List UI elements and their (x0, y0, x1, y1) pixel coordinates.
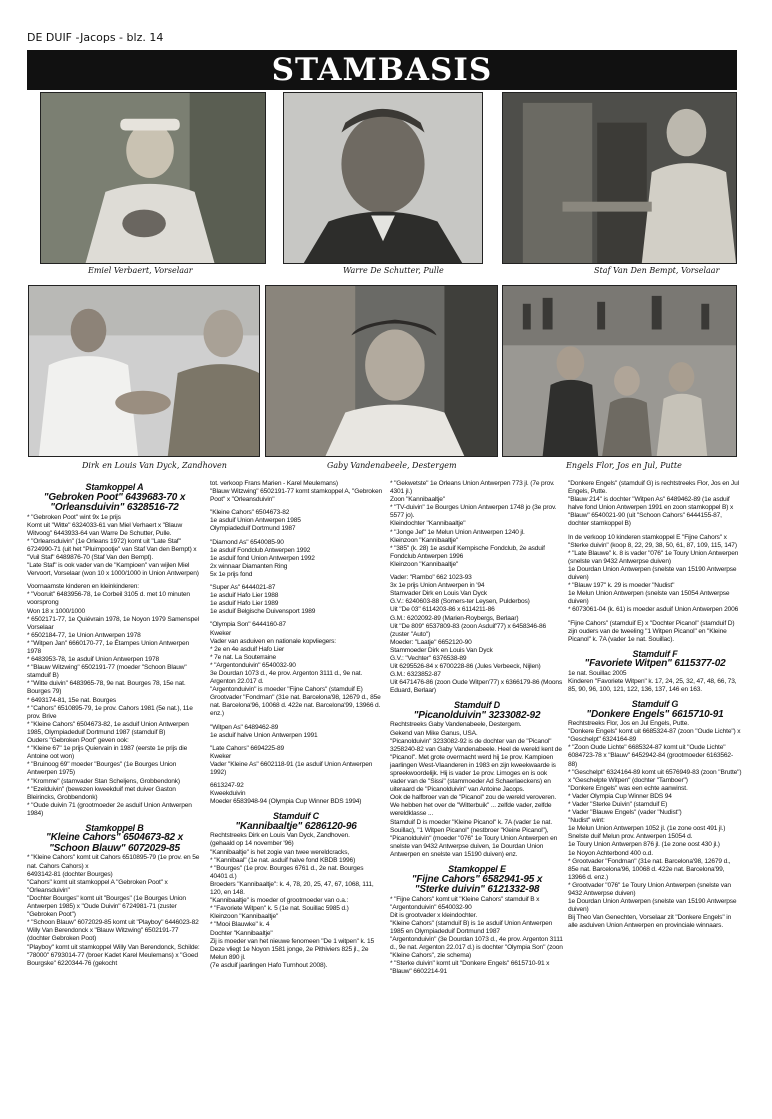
photo-emiel-verbaert (40, 92, 266, 264)
photo-staf-van-den-bempt (502, 92, 737, 264)
section-title: "Kannibaaltje" 6286120-96 (235, 820, 357, 832)
page-header: DE DUIF -Jacops - blz. 14 (27, 31, 164, 44)
paragraph: Rechtstreeks Dirk en Louis Van Dyck, Zandhoven. (gehaald op 14 november '96) "Kannibaaltje" is het zogie van twee wereldcracks, * "Kannibaal" (1e nat. asduif halve fond KBDB 1996) * "Bourges" (1e prov. Bourges 6761 d., 2e nat. Bourges 40401 d.) Broeders "Kannibaaltje": k. 4, 78, 20, 25, 47, 67, 1068, 111, 120, en 148. "Kannibaaltje" is moeder of grootmoeder van o.a.: * "Favoriete Witpen" k. 5 (1e nat. Souillac 5985 d.) Kleinzoon "Kannibaaltje" * "Mooi Blauwke" k. 4 Dochter "Kannibaaltje" Zij is moeder van het nieuwe fenomeen "De 1 witpen" k. 15 Deze vliegt 1e Noyon 1581 jonge, 2e Pithiviers 825 jl., 2e Melun 890 jl. (7e asduif jaarlingen Hafo Turnhout 2008). (210, 832, 374, 969)
paragraph: Rechtstreeks Gaby Vandenabeele, Destergem. Gekend van Mike Ganus, USA. "Picanolduivin" 3233082-92 is de dochter van de "Picanol" 3258240-82 van Gaby Vandenabeele. Heel de wereld kent de "Picanol". Met grote overmacht werd hij 1e prov. Kampioen jaarlingen West-Vlaanderen in 1983 en zijn kweekwaarde is spreekwoordelijk. Hij is vader 1e prov. Limoges en is ook vader van de "Sissi" (stammoeder Ad Schaerlaeckens) en uiteraard de "Picanolduivin" van Antoine Jacops. Ook de halfbroer van de "Picanol" zou de wereld veroveren. We hebben het over de "Witterbuik" ... zelfde vader, zelfde wereldklasse ... Stamduif D is moeder "Kleine Picanol" k. 7A (vader 1e nat. Souillac), "1 Witpen Picanol" (nestbroer "Kleine Picanol"), "Picanolduivin" (moeder "076" 1e Toury Union Antwerpen en snelste van 9432 Antwerpse duiven, 1e Dourdan Union Antwerpen en snelste van 15190 duiven) enz. (390, 721, 562, 858)
paragraph: Voornaamste kinderen en kleinkinderen: * "Vooruit" 6483956-78, 1e Corbeil 3105 d. met 10 minuten voorsprong Won 18 x 1000/1000 * 6502171-77, 1e Quiévrain 1978, 1e Noyon 1979 Samenspel Vorselaar * 6502184-77, 1e Union Antwerpen 1978 * "Witpen Jan" 6660170-77, 1e Étampes Union Antwerpen 1978 * 6483953-78, 1e asduif Union Antwerpen 1978 * "Blauw Witzwing" 6502191-77 (moeder "Schoon Blauw" stamduif B) * "Witte duivin" 6483965-78, 9e nat. Bourges 78, 15e nat. Bourges 79) * 6493174-81, 15e nat. Bourges * "Cahors" 6510895-79, 1e prov. Cahors 1981 (5e nat.), 11e prov. Brive * "Kleine Cahors" 6504673-82, 1e asduif Union Antwerpen 1985, Olympiadeduif Dortmund 1987 (stamduif B) Ouders "Gebroken Poot" geven ook: * "Kleine 67" 1e prijs Quiervain in 1987 (eerste 1e prijs die Antoine oot won) * "Bruinoog 69" moeder "Bourges" (1e Bourges Union Antwerpen 1975) * "Kromme" (stamvader Stan Scheljens, Grobbendonk) * "Ezelduivin" (bewezen kweekduif met duiver Gaston Bleirincks, Grobbendonk) * "Oude duivin 71 (grootmoeder 2e asduif Union Antwerpen 1984) (27, 583, 199, 817)
paragraph: * "Gekwetste" 1e Orleans Union Antwerpen 773 jl. (7e prov. 4301 jl.) Zoon "Kannibaaltje" * "TV-duivin" 1e Bourges Union Antwerpen 1748 jo (3e prov. 5577 jo). Kleindochter "Kannibaaltje" * "Jonge Jef" 1e Melun Union Antwerpen 1240 jl. Kleinzoon "Kannibaaltje" * "385" (k. 28) 1e asduif Kempische Fondclub, 2e asduif Fondclub Antwerpen 1996 Kleinzoon "Kannibaaltje" (390, 480, 557, 568)
photo-warre-de-schutter (283, 92, 483, 264)
caption-engels: Engels Flor, Jos en Jul, Putte (566, 461, 682, 470)
caption-gaby-vandenabeele: Gaby Vandenabeele, Destergem (327, 461, 457, 470)
photo-engels (502, 285, 737, 457)
paragraph: "Super As" 6444021-87 1e asduif Hafo Lier 1988 1e asduif Hafo Lier 1989 1e asduif Belgische Duivensport 1989 (210, 584, 316, 616)
section-title: "Picanolduivin" 3233082-92 (413, 709, 541, 721)
text-column-2 (210, 480, 382, 975)
paragraph: tot. verkoop Frans Marien - Karel Meulemans) "Blauw Witzwing" 6502191-77 komt stamkoppel A, "Gebroken Poot" x "Orleansduivin" (210, 480, 382, 504)
section-title: "Sterke duivin" 6121332-98 (414, 884, 540, 896)
section-heading: Stamduif C (272, 811, 319, 822)
paragraph: "Olympia Son" 6444160-87 Kweker Vader van asduiven en nationale kopvliegers: * 2e en 4e asduif Hafo Lier * 7e nat. La Souterraine * "Argentonduivin" 6540032-90 3e Dourdan 1073 d., 4e prov. Argenton 3111 d., 9e nat. Argenton 22.017 d. "Argentonduivin" is moeder "Fijne Cahors" (stamduif E) Grootvader "Fondman" (31e nat. Barcelona'98, 12679 d., 85e nat. Barcelona'96, 10068 d. 422e nat. Barcelona'99, 13966 d. enz.) (210, 621, 381, 718)
photo-gaby-vandenabeele (265, 285, 498, 457)
section-title: "Kleine Cahors" 6504673-82 x (45, 832, 184, 844)
section-heading: Stamkoppel A (85, 482, 144, 492)
section-title: "Schoon Blauw" 6072029-85 (49, 842, 180, 854)
section-heading: Stamkoppel B (85, 822, 144, 833)
section-heading: Stamkoppel E (448, 864, 506, 875)
paragraph: "Donkere Engels" (stamduif G) is rechtstreeks Flor, Jos en Jul Engels, Putte. "Blauw 214" is dochter "Witpen As" 6489462-89 (1e asduif halve fond Union Antwerpen 1991 en zoon stamkoppel B) x "Blauw" 6540021-90 (uit "Schoon Cahors" 6444155-87, dochter stamkoppel B) (568, 480, 739, 528)
caption-van-dyck: Dirk en Louis Van Dyck, Zandhoven (82, 461, 227, 470)
caption-emiel-verbaert: Emiel Verbaert, Vorselaar (88, 266, 193, 275)
paragraph: * "Fijne Cahors" komt uit "Kleine Cahors" stamduif B x "Argentonduivin" 6540032-90 Dit is grootvader x kleindochter. "Kleine Cahors" (stamduif B) is 1e asduif Union Antwerpen 1985 en Olympiadeduif Dortmund 1987 "Argentonduivin" (3e Dourdan 1073 d., 4e prov. Argenton 3111 d., 9e nat. Argenton 22.017 d.) is dochter "Olympia Son" (zoon "Kleine Cahors", zie schema) * "Sterke duivin" komt uit "Donkere Engels" 6615710-91 x "Blauw" 6602214-91 (390, 895, 563, 976)
section-stamduif-g (568, 699, 742, 720)
paragraph: * "Kleine Cahors" komt uit Cahors 6510895-79 (1e prov. en 5e nat. Cahors Cahors) x 6493142-81 (dochter Bourges) "Cahors" komt uit stamkoppel A "Gebroken Poot" x "Orleansduivin" "Dochter Bourges" komt uit "Bourges" (1e Bourges Union Antwerpen 1985) x "Oude Duivin" 6724981-71 (zuster "Gebroken Poot") * "Schoon Blauw" 6072029-85 komt uit "Playboy" 6446023-82 Willy Van Berendonck x "Blauw Witzwing" 6502191-77 (dochter Gebroken Poot) "Playboy" komt uit stamkoppel Willy Van Berendonck, Schilde: "78000" 6793014-77 (broer Kadet Karel Meulemans) x "Goed Bourgske" 6220344-76 (gekocht (27, 854, 200, 967)
text-column-4 (568, 480, 742, 936)
paragraph: "Fijne Cahors" (stamduif E) x "Dochter Picanol" (stamduif D) zijn ouders van de tweeling "1 Witpen Picanol" en "Kleine Picanol" k. 7A (vader 1e nat. Souillac). (568, 619, 735, 643)
paragraph: In de verkoop 10 kinderen stamkoppel E "Fijne Cahors" x "Sterke duivin" (koop 8, 22, 29, 38, 50, 61, 87, 109, 115, 147) * "Late Blauwe" k. 8 is vader "076" 1e Toury Union Antwerpen (snelste van 9432 Antwerpse duiven) 1e Dourdan Union Antwerpen (snelste van 15190 Antwerpse duiven) * "Blauw 197" k. 29 is moeder "Nudist" 1e Melun Union Antwerpen (snelste van 15054 Antwerpse duiven) * 6073061-04 (k. 61) is moeder asduif Union Antwerpen 2006 (568, 533, 739, 614)
section-title: "Gebroken Poot" 6439683-70 x (43, 491, 186, 503)
paragraph: Vader: "Rambo" 662 1023-93 3x 1e prijs Union Antwerpen in '94 Stamvader Dirk en Louis Van Dyck G.V.: 6240603-88 (Somers-ter Leysen, Pulderbos) Uit "De 03" 6114203-86 x 6114211-86 G.M.: 6202092-89 (Marien-Roybergs, Berlaar) Uit "De 809" 6537809-83 (zoon Asduif'77) x 6458346-86 (zuster "Auto") Moeder: "Laatje" 6652120-90 Stammoeder Dirk en Louis Van Dyck G.V.: "Vechter" 6376538-89 Uit 6295526-84 x 6700228-86 (Jules Verbeeck, Nijlen) G.M.: 6323852-87 Uit 6471476-86 (zoon Oude Witpen'77) x 6366179-86 (Moons Eduard, Berlaar) (390, 574, 563, 695)
section-stamduif-f (568, 649, 742, 670)
section-stamkoppel-a (27, 482, 202, 514)
section-heading: Stamduif D (453, 700, 500, 711)
section-stamduif-d (390, 700, 564, 721)
paragraph: 1e nat. Souillac 2005 Kinderen "Favoriete Witpen" k. 17, 24, 25, 32, 47, 48, 66, 73, 85, 90, 96, 100, 121, 122, 136, 137, 146 en 163. (568, 669, 737, 693)
paragraph: * "Gebroken Poot" wint 9x 1e prijs Komt uit "Witte" 6324033-61 van Miel Verhaert x "Blauw Witvoog" 6443933-64 van Warre De Schutter, Pulle. * "Orleansduivin" (1e Orleans 1972) komt uit "Late Staf" 6724990-71 (uit het "Pluimpootje" van Staf Van den Bempt) x "Vuil Staf" 6489876-70 (Staf Van den Bempt). "Late Staf" is ook vader van de "Kampioen" van wijlen Miel Vervoort, Vorselaar (won 10 x 1000/1000 in Union Antwerpen) (27, 513, 199, 578)
section-stamduif-c (210, 811, 382, 832)
photo-van-dyck (28, 285, 260, 457)
section-title: "Fijne Cahors" 6582941-95 x (411, 873, 543, 885)
section-stamkoppel-b (27, 823, 202, 855)
paragraph: 6613247-92 Kweekduivin Moeder 6583948-94 (Olympia Cup Winner BDS 1994) (210, 782, 362, 806)
paragraph: "Kleine Cahors" 6504673-82 1e asduif Union Antwerpen 1985 Olympiadeduif Dortmund 1987 (210, 509, 301, 533)
section-title: "Favoriete Witpen" 6115377-02 (584, 658, 726, 670)
caption-staf-van-den-bempt: Staf Van Den Bempt, Vorselaar (594, 266, 720, 275)
section-stamkoppel-e (390, 864, 564, 896)
text-column-3 (390, 480, 564, 981)
section-heading: Stamduif G (631, 699, 679, 710)
text-column-1 (27, 480, 202, 973)
page-banner: STAMBASIS (27, 50, 737, 90)
paragraph: Rechtstreeks Flor, Jos en Jul Engels, Putte. "Donkere Engels" komt uit 6685324-87 (zoon "Oude Lichte") x "Geschelpt" 6324164-89 * "Zoon Oude Lichte" 6685324-87 komt uit "Oude Lichte" 6084723-78 x "Blauw" 6452942-84 (grootmoeder 6163562-88) * "Geschelpt" 6324164-89 komt uit 6576949-83 (zoon "Brutte") x "Geschelpte Witpen" (dochter "Tamboer") "Donkere Engels" was een echte aanwinst. * Vader Olympia Cup Winner BDS 94 * Vader "Sterke Duivin" (stamduif E) * Vader "Blauwe Engels" (vader "Nudist") "Nudist" wint: 1e Melun Union Antwerpen 1052 jl. (1e zone oost 491 jl.) Snelste duif Melun prov. Antwerpen 15054 d. 1e Toury Union Antwerpen 876 jl. (1e zone oost 430 jl.) 1e Noyon Achterbond 400 o.d. * Grootvader "Fondman" (31e nat. Barcelona'98, 12679 d., 85e nat. Barcelona'96, 10068 d. 422e nat. Barcelona'99, 13966 d. enz.) * Grootvader "076" 1e Toury Union Antwerpen (snelste van 9432 Antwerpse duiven) 1e Dourdan Union Antwerpen (snelste van 15190 Antwerpse duiven) Bij Theo Van Genechten, Vorselaar zit "Donkere Engels" in alle asduiven Union Antwerpen en provinciale winnaars. (568, 720, 742, 930)
paragraph: "Witpen As" 6489462-89 1e asduif halve Union Antwerpen 1991 (210, 723, 318, 739)
paragraph: "Diamond As" 6540085-90 1e asduif Fondclub Antwerpen 1992 1e asduif fond Union Antwerpen 1992 2x winnaar Diamanten Ring 5x 1e prijs fond (210, 538, 315, 578)
section-title: "Orleansduivin" 6328516-72 (50, 502, 179, 513)
caption-warre-de-schutter: Warre De Schutter, Pulle (343, 266, 444, 275)
section-title: "Donkere Engels" 6615710-91 (586, 708, 724, 720)
section-heading: Stamduif F (632, 648, 678, 659)
paragraph: "Late Cahors" 6694225-89 Kweker Vader "Kleine As" 6602118-91 (1e asduif Union Antwerpen 1992) (210, 744, 373, 776)
